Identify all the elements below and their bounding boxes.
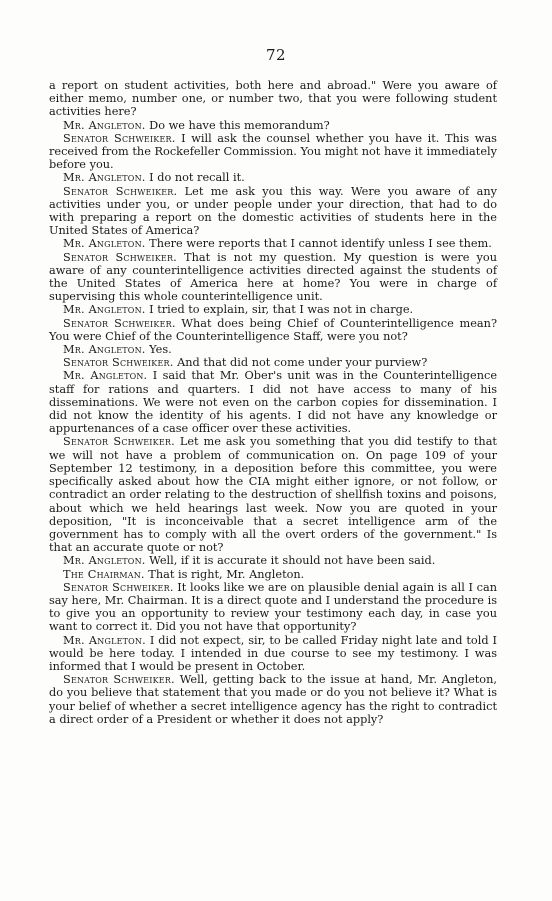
speaker-name: Senator Schweiker.: [63, 356, 174, 370]
speaker-name: Mr. Angleton.: [63, 554, 146, 568]
paragraph-text: It looks like we are on plausible denial again is all I can say here, Mr. Chairman. It is a direct quote and I understand the procedure is to give you an opportunity to review your testimony each day, in case you want to correct it. Did you not have that opportunity?: [49, 580, 497, 634]
speaker-name: Senator Schweiker.: [63, 184, 178, 198]
paragraph: [49, 237, 497, 250]
paragraph: [49, 435, 497, 554]
speaker-name: Senator Schweiker.: [63, 131, 176, 145]
paragraph: [49, 369, 497, 435]
paragraph-text: That is not my question. My question is were you aware of any counterintelligence activities directed against the students of the United States of America here at home? You were in charge of supervising this whole counterintelligence unit.: [49, 250, 497, 304]
paragraph-text: I do not recall it.: [145, 171, 245, 185]
paragraph: [49, 119, 497, 132]
paragraph-text: Do we have this memorandum?: [145, 118, 330, 132]
speaker-name: Senator Schweiker.: [63, 580, 174, 594]
paragraph: [49, 317, 497, 343]
speaker-name: Senator Schweiker.: [63, 435, 175, 449]
paragraph-text: Yes.: [145, 343, 172, 357]
paragraph-text: I did not expect, sir, to be called Friday night late and told I would be here today. I intended in due course to see my testimony. I was informed that I would be present in October.: [49, 633, 497, 673]
paragraph: [49, 171, 497, 184]
paragraph: [49, 303, 497, 316]
paragraph-text: That is right, Mr. Angleton.: [144, 567, 305, 581]
page-number: 72: [265, 46, 287, 64]
speaker-name: Mr. Angleton.: [63, 633, 146, 647]
paragraph-text: Let me ask you something that you did testify to that we will not have a problem of communication on. On page 109 of your September 12 testimony, in a deposition before this committee, you were specifically asked about how the CIA might either ignore, or not follow, or contradict an order relating to the destruction of shellfish toxins and poisons, about which we held hearings last week. Now you are quoted in your deposition, "It is inconceivable that a secret intelligence arm of the government has to comply with all the overt orders of the government." Is that an accurate quote or not?: [49, 435, 497, 555]
paragraph: [49, 132, 497, 172]
paragraph: [49, 568, 497, 581]
speaker-name: Mr. Angleton.: [63, 237, 146, 251]
paragraph: [49, 673, 497, 726]
speaker-name: Mr. Angleton.: [63, 343, 146, 357]
transcript-body: [49, 79, 497, 726]
paragraph-text: a report on student activities, both here and abroad." Were you aware of either memo, number one, or number two, that you were following student activities here?: [49, 79, 497, 119]
paragraph-text: Well, getting back to the issue at hand, Mr. Angleton, do you believe that statement that you made or do you not believe it? What is your belief of whether a secret intelligence agency has the right to contradict a direct order of a President or whether it does not apply?: [49, 673, 497, 726]
speaker-name: Senator Schweiker.: [63, 673, 175, 687]
paragraph: [49, 356, 497, 369]
speaker-name: Mr. Angleton.: [63, 171, 146, 185]
paragraph-text: I said that Mr. Ober's unit was in the Counterintelligence staff for rations and quarters. I did not have access to many of his disseminations. We were not even on the carbon copies for dissemination. I did not know the identity of his agents. I did not have any knowledge or appurtenances of a case officer over these activities.: [49, 369, 497, 436]
paragraph-text: Let me ask you this way. Were you aware of any activities under you, or under people under your direction, that had to do with preparing a report on the domestic activities of students here in the United States of America?: [49, 184, 497, 238]
paragraph: [49, 581, 497, 634]
paragraph-text: I tried to explain, sir, that I was not in charge.: [145, 303, 414, 317]
paragraph: [49, 554, 497, 567]
paragraph: [49, 251, 497, 304]
paragraph-text: I will ask the counsel whether you have it. This was received from the Rockefeller Commission. You might not have it immediately before you.: [49, 131, 497, 172]
paragraph-text: And that did not come under your purview?: [173, 356, 428, 370]
speaker-name: Mr. Angleton.: [63, 303, 146, 317]
paragraph-text: There were reports that I cannot identify unless I see them.: [145, 237, 492, 251]
paragraph-text: Well, if it is accurate it should not have been said.: [145, 554, 436, 568]
speaker-name: Senator Schweiker.: [63, 316, 176, 330]
speaker-name: Mr. Angleton.: [63, 118, 146, 132]
speaker-name: Mr. Angleton.: [63, 369, 148, 383]
paragraph: [49, 634, 497, 674]
paragraph: [49, 185, 497, 238]
paragraph: [49, 79, 497, 119]
paragraph-text: What does being Chief of Counterintelligence mean? You were Chief of the Counterintelligence Staff, were you not?: [49, 316, 497, 343]
paragraph: [49, 343, 497, 356]
speaker-name: The Chairman.: [63, 567, 145, 581]
speaker-name: Senator Schweiker.: [63, 250, 177, 264]
